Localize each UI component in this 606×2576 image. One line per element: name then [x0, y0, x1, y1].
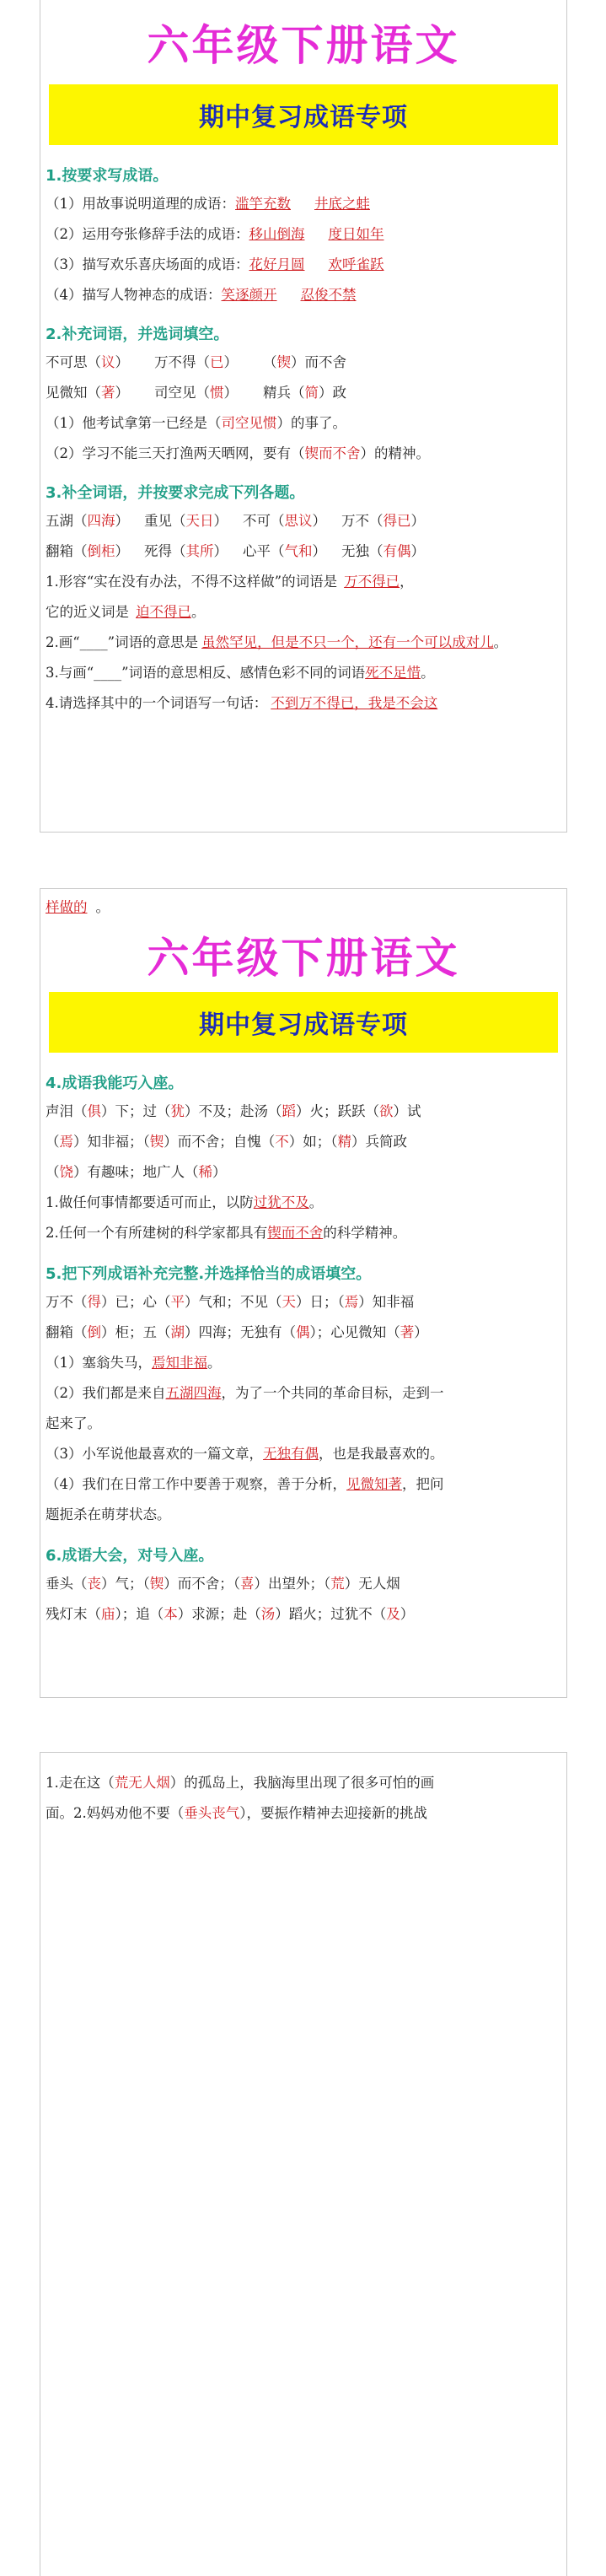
title-banner [49, 992, 558, 1053]
text-segment: 起来了。 [46, 1415, 101, 1431]
answer: 喜 [240, 1576, 255, 1592]
question-line [46, 250, 561, 280]
answer: 滥竽充数 [235, 196, 291, 212]
text-segment: （ [46, 1164, 60, 1180]
section-heading: 5.把下列成语补充完整.并选择恰当的成语填空。 [46, 1265, 372, 1283]
text-segment: 万不（ [341, 513, 383, 529]
text-segment: 。 [421, 665, 435, 681]
section-heading: 2.补充词语，并选词填空。 [46, 326, 229, 343]
text-segment: ）四海；无独有（ [185, 1324, 296, 1340]
answer: 蹈 [282, 1103, 296, 1119]
text-segment: 精兵（ [263, 385, 305, 401]
word-line [46, 1287, 561, 1318]
text-segment: 不可（ [243, 513, 285, 529]
text-segment: （ [46, 1134, 60, 1150]
question-line [46, 189, 561, 219]
text-segment: （4）我们在日常工作中要善于观察，善于分析， [46, 1476, 346, 1492]
text-segment: （1）他考试拿第一已经是（ [46, 415, 222, 431]
word-line [46, 1157, 561, 1188]
answer: 天日 [185, 513, 214, 529]
banner-text: 期中复习成语专项 [199, 103, 408, 132]
answer: 死不足惜 [365, 665, 421, 681]
question-line [46, 280, 561, 310]
text-segment: 1.形容“实在没有办法，不得不这样做”的词语是 [46, 574, 338, 590]
text-segment: 重见（ [144, 513, 186, 529]
answer: 不 [275, 1134, 289, 1150]
text-segment: ） [213, 513, 228, 529]
text-segment: ）气；（ [101, 1576, 150, 1592]
answer: 迫不得已 [136, 604, 191, 620]
answer: 其所 [185, 543, 214, 559]
text-segment: ） [213, 543, 228, 559]
text-segment: ） [115, 385, 129, 401]
answer: 样做的 [46, 899, 88, 915]
answer: 万不得已 [344, 574, 400, 590]
text-segment: ） [410, 513, 425, 529]
answer: 气和 [284, 543, 313, 559]
text-segment: ）的事了。 [276, 415, 346, 431]
word-row [46, 378, 561, 408]
text-segment: 。 [308, 1194, 324, 1210]
text-segment: 司空见（ [154, 385, 210, 401]
text-segment: 五湖（ [46, 513, 88, 529]
text-segment: ） [312, 513, 326, 529]
question-line [46, 408, 561, 439]
word-row [46, 348, 561, 378]
question-line [46, 688, 561, 719]
text-segment: 。 [493, 634, 508, 650]
text-segment: 1.做任何事情都要适可而止，以防 [46, 1194, 254, 1210]
answer: 锲而不舍 [267, 1225, 324, 1241]
answer: 四海 [87, 513, 115, 529]
section-6 [40, 1544, 566, 1630]
text-segment: 2.任何一个有所建树的科学家都具有 [46, 1225, 268, 1241]
text-segment: ）如；（ [288, 1134, 338, 1150]
answer: 焉 [59, 1134, 73, 1150]
answer: 议 [101, 354, 115, 370]
answer: 饶 [59, 1164, 73, 1180]
text-segment: ，也是我最喜欢的。 [319, 1446, 444, 1462]
text-segment: ）而不舍 [291, 354, 346, 370]
answer: 锲 [149, 1134, 164, 1150]
answer: 有偶 [383, 543, 411, 559]
text-segment: ）日；（ [296, 1294, 345, 1310]
question-line [46, 1348, 561, 1378]
question-line [46, 1188, 561, 1218]
answer: 本 [164, 1606, 178, 1622]
text-segment: 翻箱（ [46, 543, 88, 559]
answer-text [40, 1768, 566, 1829]
text-segment: 翻箱（ [46, 1324, 88, 1340]
question-line [46, 658, 561, 688]
text-segment: ，把问 [402, 1476, 444, 1492]
text-segment: 死得（ [144, 543, 186, 559]
question-line [46, 1378, 561, 1409]
section-heading: 6.成语大会，对号入座。 [46, 1547, 214, 1565]
answer: 焉 [344, 1294, 359, 1310]
text-segment: ）；追（ [115, 1606, 164, 1622]
text-segment: ） [223, 354, 238, 370]
question-line [46, 1469, 561, 1500]
text-segment: ） [115, 543, 129, 559]
page-title: 六年级下册语文 [147, 934, 460, 983]
answer: 度日如年 [328, 226, 384, 242]
answer: 倒 [87, 1324, 101, 1340]
text-segment: 3.与画“____”词语的意思相反、感情色彩不同的词语 [46, 665, 366, 681]
text-segment: 。 [191, 604, 206, 620]
text-segment: 无独（ [341, 543, 383, 559]
text-segment: ）的精神。 [360, 445, 430, 461]
text-segment: 。 [95, 899, 110, 915]
section-heading: 3.补全词语，并按要求完成下列各题。 [46, 484, 305, 502]
text-segment: ） [400, 1606, 415, 1622]
answer: 得已 [383, 513, 411, 529]
answer: 惯 [210, 385, 224, 401]
answer: 得 [87, 1294, 101, 1310]
answer: 俱 [87, 1103, 101, 1119]
question-text: （3）描写欢乐喜庆场面的成语： [46, 256, 249, 272]
text-segment: ） [223, 385, 238, 401]
answer: 虽然罕见，但是不只一个，还有一个可以成对儿 [201, 634, 494, 650]
text-segment: ）气和；不见（ [185, 1294, 282, 1310]
text-segment: ）下；过（ [101, 1103, 171, 1119]
question-line [46, 628, 551, 658]
question-text: （2）运用夸张修辞手法的成语： [46, 226, 249, 242]
answer: 偶 [296, 1324, 310, 1340]
text-segment: ）求源；赴（ [177, 1606, 261, 1622]
answer: 欢呼雀跃 [328, 256, 384, 272]
text-segment: ）而不舍；（ [164, 1576, 240, 1592]
answer-line [46, 1798, 561, 1829]
overflow-line [40, 892, 566, 923]
answer: 花好月圆 [249, 256, 305, 272]
word-line [46, 1097, 561, 1127]
answer: 无独有偶 [263, 1446, 319, 1462]
section-heading: 1.按要求写成语。 [46, 167, 169, 185]
text-segment: ） [115, 354, 129, 370]
answer: 简 [304, 385, 319, 401]
question-text: （1）用故事说明道理的成语： [46, 196, 235, 212]
text-segment: ） [212, 1164, 227, 1180]
text-segment: （2）我们都是来自 [46, 1385, 166, 1401]
answer: 见微知著 [346, 1476, 402, 1492]
text-segment: ） [115, 513, 129, 529]
answer: 精 [337, 1134, 351, 1150]
answer: 荒 [330, 1576, 345, 1592]
text-segment: ）试 [393, 1103, 421, 1119]
worksheet-page-2 [40, 888, 567, 1698]
question-line [46, 219, 561, 250]
text-segment: ）知非福 [358, 1294, 415, 1310]
answer: 犹 [170, 1103, 185, 1119]
text-segment: ）蹈火；过犹不（ [275, 1606, 387, 1622]
text-segment: ）有趣味；地广人（ [73, 1164, 199, 1180]
text-segment: ）柜；五（ [101, 1324, 171, 1340]
answer: 天 [282, 1294, 296, 1310]
text-segment: 它的近义词是 [46, 604, 129, 620]
answer: 锲 [276, 354, 291, 370]
text-segment: （ [263, 354, 277, 370]
text-segment: （1）塞翁失马， [46, 1355, 152, 1371]
text-segment: ）兵简政 [351, 1134, 407, 1150]
text-segment: ）知非福；（ [73, 1134, 150, 1150]
section-3 [40, 481, 566, 719]
word-line [46, 1127, 561, 1157]
answer: 焉知非福 [152, 1355, 207, 1371]
answer: 及 [386, 1606, 400, 1622]
question-line [46, 597, 561, 628]
answer: 五湖四海 [165, 1385, 222, 1401]
text-segment: ）无人烟 [344, 1576, 400, 1592]
question-line [46, 1439, 561, 1469]
answer: 倒柜 [87, 543, 115, 559]
answer: 过犹不及 [253, 1194, 309, 1210]
text-segment: ）不及；赴汤（ [185, 1103, 282, 1119]
text-segment: ）火；跃跃（ [296, 1103, 379, 1119]
question-line [46, 1500, 561, 1530]
answer: 锲 [149, 1576, 164, 1592]
text-segment: ）政 [319, 385, 346, 401]
text-segment: ）已；心（ [101, 1294, 171, 1310]
section-1 [40, 164, 566, 310]
worksheet-page-1 [40, 0, 567, 833]
section-4 [40, 1071, 566, 1248]
text-segment: 。 [207, 1355, 222, 1371]
text-segment: 2.画“____”词语的意思是 [46, 634, 199, 650]
answer: 已 [210, 354, 224, 370]
word-row [46, 536, 561, 567]
text-segment: 声泪（ [46, 1103, 88, 1119]
page-title: 六年级下册语文 [147, 21, 460, 70]
text-segment: ）而不舍；自愧（ [164, 1134, 276, 1150]
text-segment: 万不（ [46, 1294, 88, 1310]
text-segment: 的科学精神。 [323, 1225, 407, 1241]
text-segment: ）；心见微知（ [309, 1324, 400, 1340]
text-segment: ，为了一个共同的革命目标，走到一 [221, 1385, 444, 1401]
answer: 荒无人烟 [114, 1775, 170, 1791]
text-segment: 题扼杀在萌芽状态。 [46, 1506, 171, 1522]
question-line [46, 567, 561, 597]
answer: 著 [400, 1324, 415, 1340]
answer: 井底之蛙 [314, 196, 370, 212]
answer: 著 [101, 385, 115, 401]
text-segment: 4.请选择其中的一个词语写一句话： [46, 695, 268, 711]
text-segment: （2）学习不能三天打渔两天晒网，要有（ [46, 445, 305, 461]
text-segment: ） [312, 543, 326, 559]
banner-text: 期中复习成语专项 [199, 1010, 408, 1040]
answer: 思议 [284, 513, 313, 529]
answer: 平 [170, 1294, 185, 1310]
answer: 忍俊不禁 [300, 287, 357, 303]
word-row [46, 506, 561, 536]
answer: 司空见惯 [221, 415, 277, 431]
section-5 [40, 1262, 566, 1530]
answer: 庙 [101, 1606, 115, 1622]
answer: 汤 [260, 1606, 276, 1622]
worksheet-page-3 [40, 1752, 567, 2576]
word-line [46, 1569, 561, 1599]
text-segment: （3）小军说他最喜欢的一篇文章， [46, 1446, 263, 1462]
text-segment: ） [414, 1324, 428, 1340]
section-2 [40, 322, 566, 469]
question-text: （4）描写人物神态的成语： [46, 287, 222, 303]
answer: 笑逐颜开 [221, 287, 277, 303]
title-banner [49, 84, 558, 145]
text-segment: 万不得（ [154, 354, 210, 370]
text-segment: 心平（ [243, 543, 285, 559]
answer: 稀 [198, 1164, 212, 1180]
text-segment: 不可思（ [46, 354, 101, 370]
answer-line [46, 1768, 561, 1798]
answer: 丧 [87, 1576, 101, 1592]
text-segment: 残灯末（ [46, 1606, 101, 1622]
text-segment: 见微知（ [46, 385, 101, 401]
answer: 不到万不得已，我是不会这 [271, 695, 438, 711]
text-segment: ， [400, 574, 414, 590]
answer: 移山倒海 [249, 226, 305, 242]
question-line [46, 1218, 561, 1248]
text-segment: ），要振作精神去迎接新的挑战 [239, 1805, 427, 1821]
question-line [46, 1409, 561, 1439]
answer: 垂头丧气 [184, 1805, 240, 1821]
text-segment: 垂头（ [46, 1576, 88, 1592]
answer: 欲 [379, 1103, 394, 1119]
text-segment: 1.走在这（ [46, 1775, 115, 1791]
text-segment: 面。2.妈妈劝他不要（ [46, 1805, 185, 1821]
text-segment: ）出望外；（ [254, 1576, 331, 1592]
text-segment: ） [410, 543, 425, 559]
answer: 锲而不舍 [304, 445, 361, 461]
section-heading: 4.成语我能巧入座。 [46, 1075, 184, 1092]
word-line [46, 1318, 561, 1348]
text-segment: ）的孤岛上，我脑海里出现了很多可怕的画 [169, 1775, 435, 1791]
answer: 湖 [170, 1324, 185, 1340]
question-line [46, 439, 561, 469]
word-line [46, 1599, 561, 1630]
